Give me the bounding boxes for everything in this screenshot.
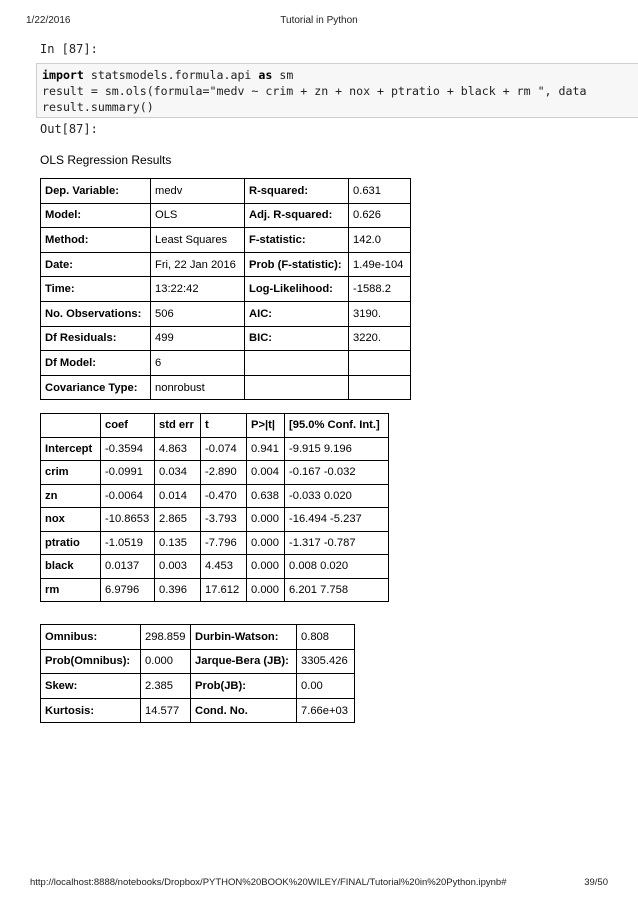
- coefficient-value: 0.000: [247, 531, 285, 555]
- diagnostics-table: [40, 624, 355, 723]
- coefficient-value: 0.638: [247, 484, 285, 508]
- stat-label: F-statistic:: [245, 228, 349, 253]
- model-info-table: [40, 178, 411, 400]
- stat-value: 298.859: [141, 625, 191, 650]
- footer-page-number: 39/50: [584, 877, 608, 888]
- coefficient-value: 4.863: [155, 437, 201, 461]
- stat-label: Log-Likelihood:: [245, 277, 349, 302]
- coefficient-row: [41, 578, 389, 602]
- coefficient-value: -3.793: [201, 508, 247, 532]
- code-line-2: result = sm.ols(formula="medv ~ crim + zn + nox + ptratio + black + rm ", data: [42, 84, 587, 98]
- coefficient-value: 0.135: [155, 531, 201, 555]
- model-info-row: [41, 351, 411, 376]
- stat-value: 7.66e+03: [297, 698, 355, 723]
- stat-value: 3305.426: [297, 649, 355, 674]
- coefficient-row: [41, 555, 389, 579]
- code-keyword-import: import: [42, 68, 84, 82]
- stat-label: [245, 375, 349, 400]
- column-header: [41, 414, 101, 438]
- stat-value: 3220.: [349, 326, 411, 351]
- coefficient-value: -9.915 9.196: [285, 437, 389, 461]
- variable-name: rm: [41, 578, 101, 602]
- coefficient-value: -0.0991: [101, 461, 155, 485]
- model-info-row: [41, 326, 411, 351]
- stat-value: 6: [151, 351, 245, 376]
- stat-value: 0.631: [349, 179, 411, 204]
- coefficient-value: -0.074: [201, 437, 247, 461]
- stat-label: AIC:: [245, 301, 349, 326]
- column-header: P>|t|: [247, 414, 285, 438]
- stat-label: No. Observations:: [41, 301, 151, 326]
- coefficient-value: -1.0519: [101, 531, 155, 555]
- stat-label: Adj. R-squared:: [245, 203, 349, 228]
- stat-label: Prob (F-statistic):: [245, 252, 349, 277]
- coefficient-value: -2.890: [201, 461, 247, 485]
- stat-value: 14.577: [141, 698, 191, 723]
- stat-label: R-squared:: [245, 179, 349, 204]
- model-info-row: [41, 179, 411, 204]
- model-info-row: [41, 277, 411, 302]
- coefficient-value: -0.033 0.020: [285, 484, 389, 508]
- coefficient-value: 0.941: [247, 437, 285, 461]
- code-line-1: [42, 67, 293, 83]
- code-line-3: result.summary(): [42, 100, 154, 114]
- header-date: 1/22/2016: [26, 15, 71, 26]
- stat-label: Prob(Omnibus):: [41, 649, 141, 674]
- stat-value: -1588.2: [349, 277, 411, 302]
- stat-label: Dep. Variable:: [41, 179, 151, 204]
- stat-label: Covariance Type:: [41, 375, 151, 400]
- coefficient-value: -0.167 -0.032: [285, 461, 389, 485]
- coefficient-value: 0.396: [155, 578, 201, 602]
- coefficient-value: 6.201 7.758: [285, 578, 389, 602]
- coefficient-row: [41, 461, 389, 485]
- model-info-row: [41, 228, 411, 253]
- coefficient-value: 0.008 0.020: [285, 555, 389, 579]
- input-prompt: In [87]:: [40, 42, 98, 56]
- coefficient-value: 0.003: [155, 555, 201, 579]
- stat-label: Method:: [41, 228, 151, 253]
- stat-label: Df Residuals:: [41, 326, 151, 351]
- stat-label: Time:: [41, 277, 151, 302]
- stat-label: Cond. No.: [191, 698, 297, 723]
- model-info-row: [41, 252, 411, 277]
- column-header: t: [201, 414, 247, 438]
- stat-label: Jarque-Bera (JB):: [191, 649, 297, 674]
- variable-name: Intercept: [41, 437, 101, 461]
- coefficient-value: -7.796: [201, 531, 247, 555]
- coefficient-value: 0.000: [247, 555, 285, 579]
- diagnostics-row: [41, 674, 355, 699]
- code-alias: sm: [272, 68, 294, 82]
- coefficient-value: 17.612: [201, 578, 247, 602]
- stat-value: 0.626: [349, 203, 411, 228]
- stat-value: 0.000: [141, 649, 191, 674]
- coefficient-value: 2.865: [155, 508, 201, 532]
- model-info-row: [41, 203, 411, 228]
- diagnostics-row: [41, 698, 355, 723]
- coefficient-value: 0.0137: [101, 555, 155, 579]
- stat-label: [245, 351, 349, 376]
- stat-value: 3190.: [349, 301, 411, 326]
- coefficient-value: 0.014: [155, 484, 201, 508]
- coefficient-value: -1.317 -0.787: [285, 531, 389, 555]
- coefficient-value: 6.9796: [101, 578, 155, 602]
- column-header: coef: [101, 414, 155, 438]
- stat-value: 0.808: [297, 625, 355, 650]
- variable-name: black: [41, 555, 101, 579]
- model-info-row: [41, 301, 411, 326]
- diagnostics-row: [41, 625, 355, 650]
- coefficient-row: [41, 508, 389, 532]
- stat-value: 1.49e-104: [349, 252, 411, 277]
- coefficient-value: 0.000: [247, 578, 285, 602]
- stat-value: 142.0: [349, 228, 411, 253]
- stat-value: 506: [151, 301, 245, 326]
- variable-name: zn: [41, 484, 101, 508]
- stat-value: OLS: [151, 203, 245, 228]
- stat-label: Omnibus:: [41, 625, 141, 650]
- stat-value: 13:22:42: [151, 277, 245, 302]
- stat-value: [349, 375, 411, 400]
- output-prompt: Out[87]:: [40, 122, 98, 136]
- model-info-row: [41, 375, 411, 400]
- stat-label: BIC:: [245, 326, 349, 351]
- coefficient-value: -0.470: [201, 484, 247, 508]
- coefficient-row: [41, 484, 389, 508]
- stat-value: Least Squares: [151, 228, 245, 253]
- coefficient-value: -0.3594: [101, 437, 155, 461]
- coefficients-header-row: [41, 414, 389, 438]
- coefficient-value: -10.8653: [101, 508, 155, 532]
- coefficient-value: 0.000: [247, 508, 285, 532]
- summary-caption: OLS Regression Results: [40, 153, 172, 167]
- coefficient-value: 4.453: [201, 555, 247, 579]
- stat-label: Skew:: [41, 674, 141, 699]
- coefficient-value: 0.004: [247, 461, 285, 485]
- stat-value: 0.00: [297, 674, 355, 699]
- diagnostics-row: [41, 649, 355, 674]
- stat-label: Model:: [41, 203, 151, 228]
- coefficient-value: 0.034: [155, 461, 201, 485]
- column-header: std err: [155, 414, 201, 438]
- stat-label: Prob(JB):: [191, 674, 297, 699]
- coefficient-row: [41, 437, 389, 461]
- stat-value: medv: [151, 179, 245, 204]
- stat-value: Fri, 22 Jan 2016: [151, 252, 245, 277]
- code-keyword-as: as: [258, 68, 273, 82]
- variable-name: crim: [41, 461, 101, 485]
- column-header: [95.0% Conf. Int.]: [285, 414, 389, 438]
- stat-label: Df Model:: [41, 351, 151, 376]
- coefficient-row: [41, 531, 389, 555]
- coefficient-value: -16.494 -5.237: [285, 508, 389, 532]
- stat-label: Date:: [41, 252, 151, 277]
- stat-label: Durbin-Watson:: [191, 625, 297, 650]
- variable-name: nox: [41, 508, 101, 532]
- coefficient-value: -0.0064: [101, 484, 155, 508]
- stat-value: 499: [151, 326, 245, 351]
- variable-name: ptratio: [41, 531, 101, 555]
- stat-value: [349, 351, 411, 376]
- header-title: Tutorial in Python: [280, 15, 358, 26]
- code-module: statsmodels.formula.api: [83, 68, 259, 82]
- stat-value: nonrobust: [151, 375, 245, 400]
- footer-url: http://localhost:8888/notebooks/Dropbox/PYTHON%20BOOK%20WILEY/FINAL/Tutorial%20in%20Python.ipynb#: [30, 877, 507, 888]
- coefficients-table: [40, 413, 389, 602]
- stat-value: 2.385: [141, 674, 191, 699]
- stat-label: Kurtosis:: [41, 698, 141, 723]
- code-cell[interactable]: [36, 63, 638, 118]
